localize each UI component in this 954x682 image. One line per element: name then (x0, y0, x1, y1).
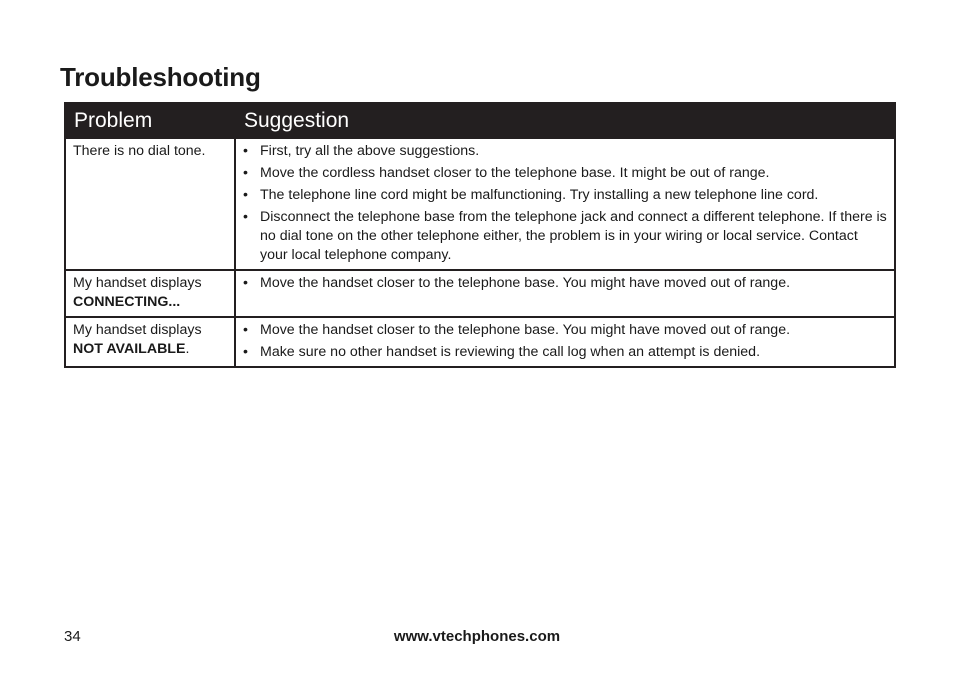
suggestion-text: Make sure no other handset is reviewing the call log when an attempt is denied. (260, 344, 761, 360)
problem-cell (65, 317, 235, 367)
suggestion-item (243, 142, 888, 161)
suggestion-list (243, 274, 888, 293)
suggestion-text: Move the handset closer to the telephone base. You might have moved out of range. (260, 322, 791, 338)
bullet-icon: • (243, 344, 248, 360)
table-row (65, 270, 895, 317)
problem-cell (65, 138, 235, 270)
suggestion-list (243, 321, 888, 362)
suggestion-item (243, 164, 888, 183)
website-link[interactable]: www.vtechphones.com (393, 628, 561, 645)
page-title: Troubleshooting (60, 62, 261, 92)
suggestion-text: First, try all the above suggestions. (260, 143, 480, 159)
problem-cell (65, 270, 235, 317)
suggestion-text: Move the cordless handset closer to the telephone base. It might be out of range. (260, 165, 770, 181)
table-row (65, 138, 895, 270)
troubleshooting-table (64, 102, 896, 368)
suggestion-item (243, 186, 888, 205)
header-suggestion: Suggestion (235, 103, 895, 138)
suggestion-cell (235, 270, 895, 317)
suggestion-text: The telephone line cord might be malfunctioning. Try installing a new telephone line cord. (260, 187, 819, 203)
problem-text: My handset displays (73, 275, 202, 291)
suggestion-text: Move the handset closer to the telephone base. You might have moved out of range. (260, 275, 791, 291)
suggestion-item (243, 274, 888, 293)
table-header-row (65, 103, 895, 138)
bullet-icon: • (243, 143, 248, 159)
suggestion-item (243, 321, 888, 340)
page-number: 34 (64, 628, 81, 645)
bullet-icon: • (243, 209, 248, 225)
bullet-icon: • (243, 275, 248, 291)
suggestion-item (243, 343, 888, 362)
suggestion-cell (235, 138, 895, 270)
problem-text: My handset displays (73, 322, 202, 338)
suggestion-cell (235, 317, 895, 367)
display-message: NOT AVAILABLE (73, 341, 186, 357)
bullet-icon: • (243, 322, 248, 338)
header-problem: Problem (65, 103, 235, 138)
bullet-icon: • (243, 187, 248, 203)
problem-text: There is no dial tone. (73, 143, 206, 159)
problem-suffix: . (185, 341, 190, 357)
suggestion-text: Disconnect the telephone base from the telephone jack and connect a different telephone. If there is no dial tone on the other telephone either, the problem is in your wiring or local service. Contact your local telephone company. (260, 209, 887, 263)
suggestion-item (243, 208, 888, 265)
bullet-icon: • (243, 165, 248, 181)
suggestion-list (243, 142, 888, 265)
display-message: CONNECTING... (73, 294, 181, 310)
table-row (65, 317, 895, 367)
